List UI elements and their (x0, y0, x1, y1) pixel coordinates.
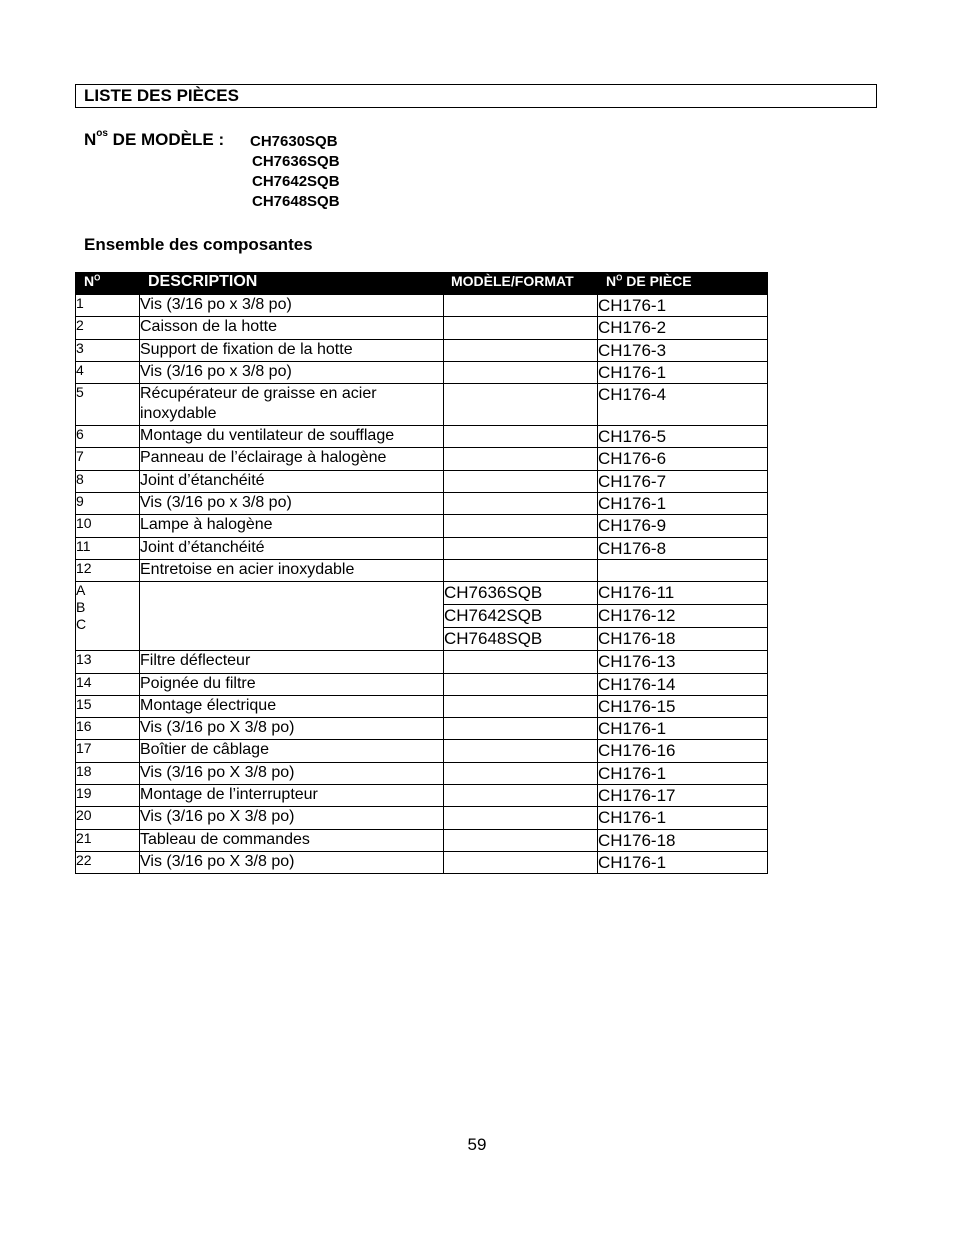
row-model (444, 673, 598, 695)
page-number: 59 (467, 1135, 487, 1154)
table-row (76, 851, 768, 873)
row-number: 5 (76, 384, 140, 426)
row-number: 4 (76, 361, 140, 383)
row-part-number: CH176-7 (598, 470, 768, 492)
row-part-number: CH176-18 (598, 829, 768, 851)
table-row (76, 384, 768, 426)
row-description: Vis (3/16 po X 3/8 po) (140, 762, 444, 784)
row-number: 21 (76, 829, 140, 851)
row-description: Poignée du filtre (140, 673, 444, 695)
row-model (444, 740, 598, 762)
row-part-number: CH176-1 (598, 762, 768, 784)
table-row (76, 695, 768, 717)
row-part-number: CH176-1 (598, 718, 768, 740)
table-row (76, 317, 768, 339)
row-model (444, 651, 598, 673)
row-number: 22 (76, 851, 140, 873)
header-number: $N^O$ (76, 273, 140, 295)
row-number: 20 (76, 807, 140, 829)
parts-table (75, 272, 768, 874)
row-part-number: CH176-13 (598, 651, 768, 673)
row-description: Caisson de la hotte (140, 317, 444, 339)
row-model (444, 361, 598, 383)
row-number: 11 (76, 537, 140, 559)
row-description: Joint d’étanchéité (140, 470, 444, 492)
row-number: 3 (76, 339, 140, 361)
model-number: CH7648SQB (252, 193, 340, 210)
row-part-number: CH176-12 (598, 605, 768, 628)
table-row (76, 651, 768, 673)
table-row-group-abc (76, 582, 768, 605)
row-model: CH7636SQB (444, 582, 598, 605)
row-model: CH7642SQB (444, 605, 598, 628)
row-description: Montage de l’interrupteur (140, 785, 444, 807)
row-part-number: CH176-14 (598, 673, 768, 695)
row-description: Support de fixation de la hotte (140, 339, 444, 361)
model-number: CH7642SQB (252, 173, 340, 190)
row-number: 10 (76, 515, 140, 537)
table-row (76, 829, 768, 851)
table-row (76, 361, 768, 383)
model-number: CH7630SQB (250, 133, 338, 150)
row-description: Vis (3/16 po X 3/8 po) (140, 851, 444, 873)
row-model (444, 785, 598, 807)
row-number: 17 (76, 740, 140, 762)
model-numbers-list (252, 132, 340, 212)
row-number: 12 (76, 559, 140, 581)
table-row (76, 762, 768, 784)
table-row (76, 740, 768, 762)
row-number-group: A B C (76, 582, 140, 651)
row-model (444, 807, 598, 829)
row-description: Vis (3/16 po X 3/8 po) (140, 718, 444, 740)
row-part-number: CH176-15 (598, 695, 768, 717)
table-row (76, 295, 768, 317)
row-model (444, 695, 598, 717)
row-model (444, 426, 598, 448)
row-part-number: CH176-16 (598, 740, 768, 762)
row-part-number: CH176-8 (598, 537, 768, 559)
row-part-number: CH176-4 (598, 384, 768, 426)
row-model (444, 493, 598, 515)
row-number: 19 (76, 785, 140, 807)
row-description: Panneau de l’éclairage à halogène (140, 448, 444, 470)
row-model (444, 384, 598, 426)
row-part-number: CH176-11 (598, 582, 768, 605)
row-model (444, 537, 598, 559)
table-row (76, 559, 768, 581)
row-model (444, 851, 598, 873)
row-description: Montage électrique (140, 695, 444, 717)
row-model: CH7648SQB (444, 628, 598, 651)
row-part-number: CH176-1 (598, 493, 768, 515)
page-title: LISTE DES PIÈCES (84, 86, 239, 105)
header-model-format: MODÈLE/FORMAT (444, 273, 598, 295)
row-description: Entretoise en acier inoxydable (140, 559, 444, 581)
row-description (140, 582, 444, 651)
row-model (444, 559, 598, 581)
table-row (76, 537, 768, 559)
table-row (76, 673, 768, 695)
row-part-number: CH176-1 (598, 361, 768, 383)
row-part-number: CH176-1 (598, 807, 768, 829)
page-title-box (75, 84, 877, 108)
section-title: Ensemble des composantes (84, 235, 313, 254)
row-number: 16 (76, 718, 140, 740)
row-description: Boîtier de câblage (140, 740, 444, 762)
header-description: DESCRIPTION (140, 273, 444, 295)
row-description: Récupérateur de graisse en acier inoxydable (140, 384, 444, 426)
row-model (444, 762, 598, 784)
table-row (76, 426, 768, 448)
row-number: 9 (76, 493, 140, 515)
row-model (444, 448, 598, 470)
row-number: 6 (76, 426, 140, 448)
row-number: 15 (76, 695, 140, 717)
row-description: Vis (3/16 po x 3/8 po) (140, 493, 444, 515)
row-description: Montage du ventilateur de soufflage (140, 426, 444, 448)
table-row (76, 493, 768, 515)
header-part-number: $N^O$ DE PIÈCE (598, 273, 768, 295)
row-model (444, 515, 598, 537)
row-description: Vis (3/16 po x 3/8 po) (140, 295, 444, 317)
table-row (76, 470, 768, 492)
row-model (444, 829, 598, 851)
table-header-row (76, 273, 768, 295)
row-description: Vis (3/16 po X 3/8 po) (140, 807, 444, 829)
row-model (444, 295, 598, 317)
row-part-number: CH176-9 (598, 515, 768, 537)
table-row (76, 807, 768, 829)
row-description: Lampe à halogène (140, 515, 444, 537)
row-number: 2 (76, 317, 140, 339)
row-part-number: CH176-6 (598, 448, 768, 470)
row-number: 1 (76, 295, 140, 317)
row-part-number: CH176-5 (598, 426, 768, 448)
row-number: 13 (76, 651, 140, 673)
row-number: 14 (76, 673, 140, 695)
row-part-number: CH176-2 (598, 317, 768, 339)
row-part-number: CH176-1 (598, 851, 768, 873)
row-model (444, 718, 598, 740)
row-part-number: CH176-18 (598, 628, 768, 651)
row-model (444, 470, 598, 492)
table-row (76, 785, 768, 807)
row-part-number: CH176-3 (598, 339, 768, 361)
row-part-number: CH176-1 (598, 295, 768, 317)
table-row (76, 515, 768, 537)
table-row (76, 448, 768, 470)
row-number: 8 (76, 470, 140, 492)
model-numbers-label: $N^{os}$ DE MODÈLE : (84, 128, 225, 149)
row-part-number (598, 559, 768, 581)
table-row (76, 339, 768, 361)
row-model (444, 317, 598, 339)
row-description: Filtre déflecteur (140, 651, 444, 673)
table-row (76, 718, 768, 740)
row-description: Tableau de commandes (140, 829, 444, 851)
row-description: Joint d’étanchéité (140, 537, 444, 559)
row-part-number: CH176-17 (598, 785, 768, 807)
model-number: CH7636SQB (252, 153, 340, 170)
row-description: Vis (3/16 po x 3/8 po) (140, 361, 444, 383)
row-model (444, 339, 598, 361)
row-number: 7 (76, 448, 140, 470)
row-number: 18 (76, 762, 140, 784)
